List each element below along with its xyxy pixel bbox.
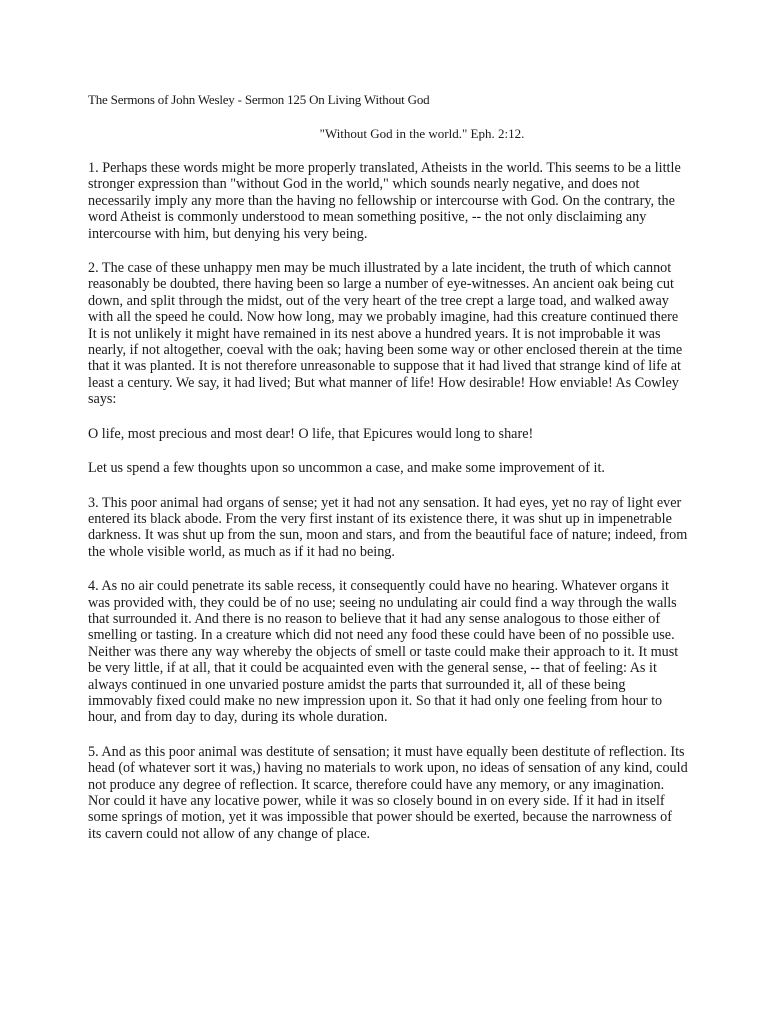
paragraph-3: 3. This poor animal had organs of sense; yet it had not any sensation. It had eyes, yet no ray of light ever entered its black abode. From the very first instant of its existence there, it was shut up in impenetrable darkness. It was shut up from the sun, moon and stars, and from the beautiful face of nature; indeed, from the whole visible world, as much as if it had no being. <box>88 494 688 560</box>
poem-quote: O life, most precious and most dear! O life, that Epicures would long to share! <box>88 425 534 442</box>
document-header: The Sermons of John Wesley - Sermon 125 On Living Without God <box>88 92 430 107</box>
sermon-body <box>88 160 688 860</box>
paragraph-5: 5. And as this poor animal was destitute of sensation; it must have equally been destitute of reflection. Its head (of whatever sort it was,) having no materials to work upon, no ideas of sensation of any kind, could not produce any degree of reflection. It scarce, therefore could have any memory, or any imagination. Nor could it have any locative power, while it was so closely bound in on every side. If it had in itself some springs of motion, yet it was impossible that power should be exerted, because the narrowness of its cavern could not allow of any change of place. <box>88 743 688 842</box>
paragraph-4: 4. As no air could penetrate its sable recess, it consequently could have no hearing. Whatever organs it was provided with, they could be of no use; seeing no undulating air could find a way through the walls that surrounded it. And there is no reason to believe that it had any sense analogous to those either of smelling or tasting. In a creature which did not need any food these could have been of no possible use. Neither was there any way whereby the objects of smell or taste could make their approach to it. It must be very little, if at all, that it could be acquainted even with the general sense, -- that of feeling: As it always continued in one unvaried posture amidst the parts that surrounded it, all of these being immovably fixed could make no new impression upon it. So that it had only one feeling from hour to hour, and from day to day, during its whole duration. <box>88 578 679 726</box>
paragraph-2: 2. The case of these unhappy men may be much illustrated by a late incident, the truth of which cannot reasonably be doubted, there having been so large a number of eye-witnesses. An ancient oak being cut down, and split through the midst, out of the very heart of the tree crept a large toad, and walked away with all the speed he could. Now how long, may we probably imagine, had this creature continued there It is not unlikely it might have remained in its nest above a hundred years. It is not improbable it was nearly, if not altogether, coeval with the oak; having been some way or other enclosed therein at the time that it was planted. It is not therefore unreasonable to suppose that it had lived that strange kind of life at least a century. We say, it had lived; But what manner of life! How desirable! How enviable! As Cowley says: <box>88 260 683 408</box>
paragraph-transition: Let us spend a few thoughts upon so uncommon a case, and make some improvement of it. <box>88 460 605 477</box>
scripture-subtitle: "Without God in the world." Eph. 2:12. <box>319 126 525 141</box>
paragraph-1: 1. Perhaps these words might be more properly translated, Atheists in the world. This seems to be a little stronger expression than "without God in the world," which sounds nearly negative, and does not necessarily imply any more than the having no fellowship or intercourse with God. On the contrary, the word Atheist is commonly understood to mean something positive, -- the not only disclaiming any intercourse with him, but denying his very being. <box>88 160 681 242</box>
